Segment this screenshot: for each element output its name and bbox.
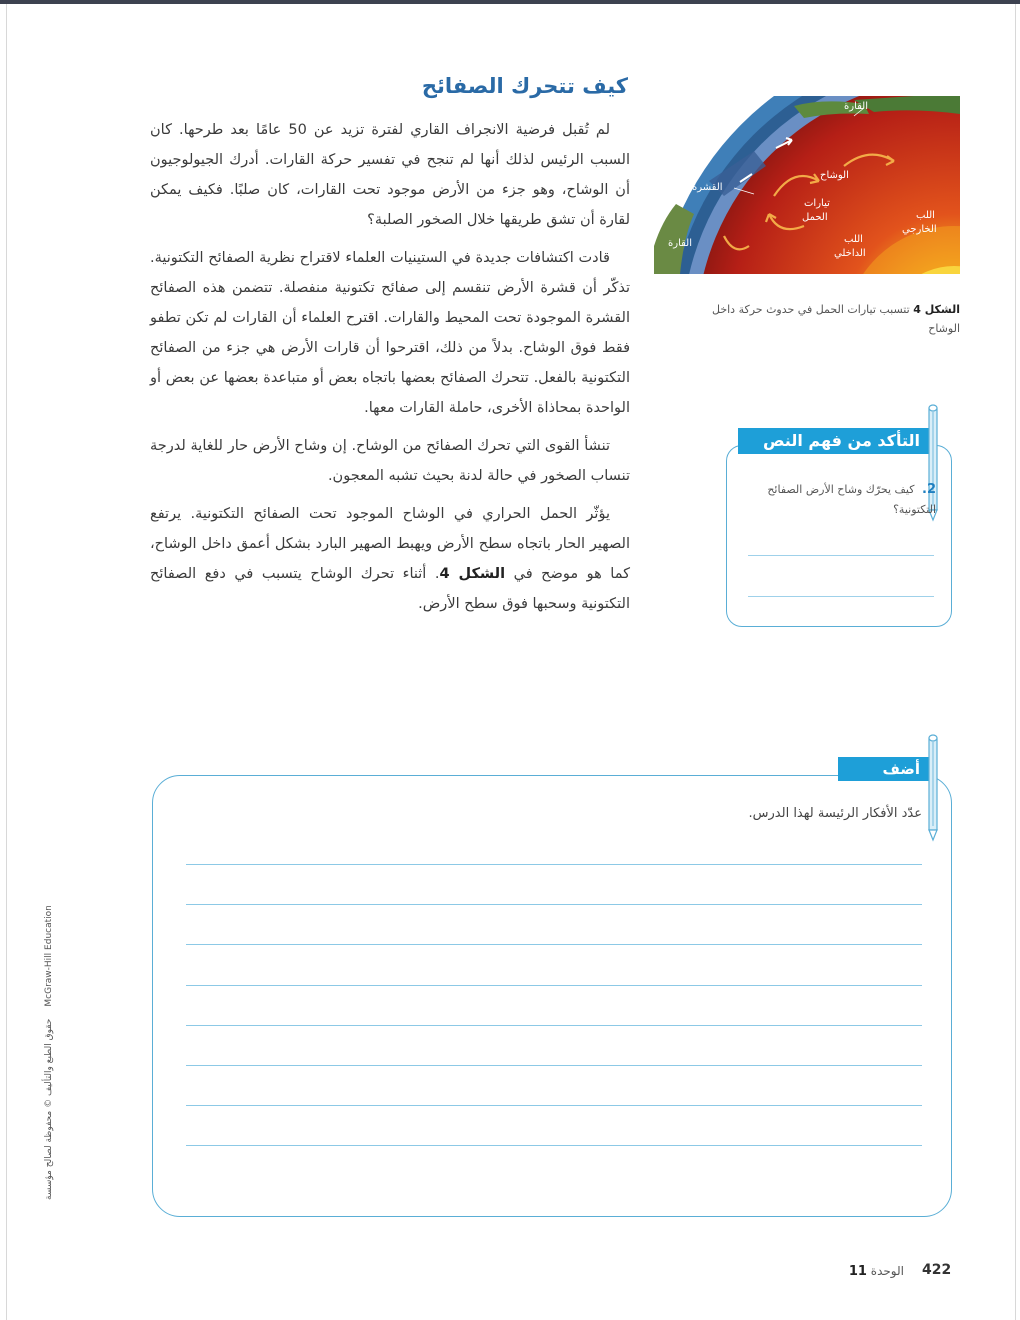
summary-title: أضف — [838, 757, 934, 781]
label-convection-1: تيارات — [804, 198, 830, 209]
paragraph-4 — [150, 499, 630, 619]
writing-line[interactable] — [186, 1145, 922, 1146]
caption-text: تتسبب تيارات الحمل في حدوث حركة داخل الوشاح — [711, 303, 960, 335]
writing-line[interactable] — [186, 904, 922, 905]
answer-line[interactable] — [748, 555, 934, 556]
label-inner-core-2: الداخلي — [834, 248, 866, 259]
pencil-icon — [924, 732, 942, 842]
label-outer-core-1: اللب — [916, 210, 935, 221]
answer-line[interactable] — [748, 596, 934, 597]
side-copyright — [44, 840, 60, 1200]
copyright-arabic: حقوق الطبع والتأليف © محفوظة لصالح مؤسسة — [44, 1018, 54, 1200]
paragraph-4-end: . أثناء تحرك الوشاح يتسبب في دفع الصفائح التكتونية وسحبها فوق سطح الأرض. — [150, 566, 630, 612]
figure-reference: الشكل 4 — [439, 566, 506, 582]
paragraph-3: تنشأ القوى التي تحرك الصفائح من الوشاح. إن وشاح الأرض حار للغاية لدرجة تنساب الصخور في حالة لدنة بحيث تشبه المعجون. — [150, 438, 630, 484]
question-text: كيف يحرّك وشاح الأرض الصفائح التكتونية؟ — [767, 483, 936, 516]
copyright-english: McGraw-Hill Education — [44, 905, 54, 1007]
label-mantle: الوشاح — [820, 170, 849, 181]
writing-line[interactable] — [186, 1025, 922, 1026]
label-outer-core-2: الخارجي — [902, 224, 937, 235]
figure-earth-cross-section — [654, 96, 960, 274]
summary-box — [152, 775, 952, 1217]
unit-label — [820, 1264, 904, 1279]
summary-prompt: عدّد الأفكار الرئيسة لهذا الدرس. — [748, 806, 922, 821]
writing-line[interactable] — [186, 1065, 922, 1066]
earth-diagram — [654, 96, 960, 274]
label-inner-core-1: اللب — [844, 234, 863, 245]
question-number: 2. — [922, 482, 936, 497]
paragraph-1: لم تُقبل فرضية الانجراف القاري لفترة تزيد عن 50 عامًا بعد طرحها. كان السبب الرئيس لذلك أنها لم تنجح في تفسير حركة القارات. أدرك الجيولوجيون أن الوشاح، وهو جزء من الأرض موجود تحت القارات، كان صلبًا. فكيف يمكن لقارة أن تشق طريقها خلال الصخور الصلبة؟ — [150, 122, 630, 228]
section-title: كيف تتحرك الصفائح — [421, 74, 628, 98]
page-number: 422 — [922, 1262, 952, 1278]
writing-line[interactable] — [186, 1105, 922, 1106]
label-convection-2: الحمل — [802, 212, 828, 223]
check-understanding-box — [726, 445, 952, 627]
label-continent-top: القارة — [844, 101, 868, 112]
writing-line[interactable] — [186, 944, 922, 945]
paragraph-2: قادت اكتشافات جديدة في الستينيات العلماء لاقتراح نظرية الصفائح التكتونية. تذكّر أن قشرة الأرض تنقسم إلى صفائح تكتونية منفصلة. تتضمن هذه الصفائح القشرة الموجودة تحت المحيط والقارات. اقترح العلماء أن القارات لم تكن تطفو فقط فوق الوشاح. بدلاً من ذلك، اقترحوا أن قارات الأرض هي جزء من الصفائح التكتونية بالفعل. تتحرك الصفائح بعضها باتجاه بعض أو متباعدة بعضها عن بعض أو الواحدة بمحاذاة الأخرى، حاملة القارات معها. — [150, 250, 630, 416]
unit-number: 11 — [848, 1264, 867, 1279]
paragraph-4-start: يؤثّر الحمل الحراري في الوشاح الموجود تحت الصفائح التكتونية. يرتفع الصهير الحار باتجاه سطح الأرض ويهبط الصهير البارد بشكل أعمق داخل الوشاح، كما هو موضح في — [150, 506, 630, 582]
writing-line[interactable] — [186, 985, 922, 986]
label-crust: القشرة — [692, 182, 723, 193]
unit-word: الوحدة — [870, 1264, 904, 1278]
caption-label: الشكل 4 — [913, 303, 960, 316]
label-continent-left: القارة — [668, 238, 692, 249]
check-question — [746, 480, 936, 520]
check-understanding-title: التأكد من فهم النص — [738, 428, 934, 454]
body-text — [150, 115, 630, 627]
figure-caption — [678, 300, 960, 338]
writing-line[interactable] — [186, 864, 922, 865]
